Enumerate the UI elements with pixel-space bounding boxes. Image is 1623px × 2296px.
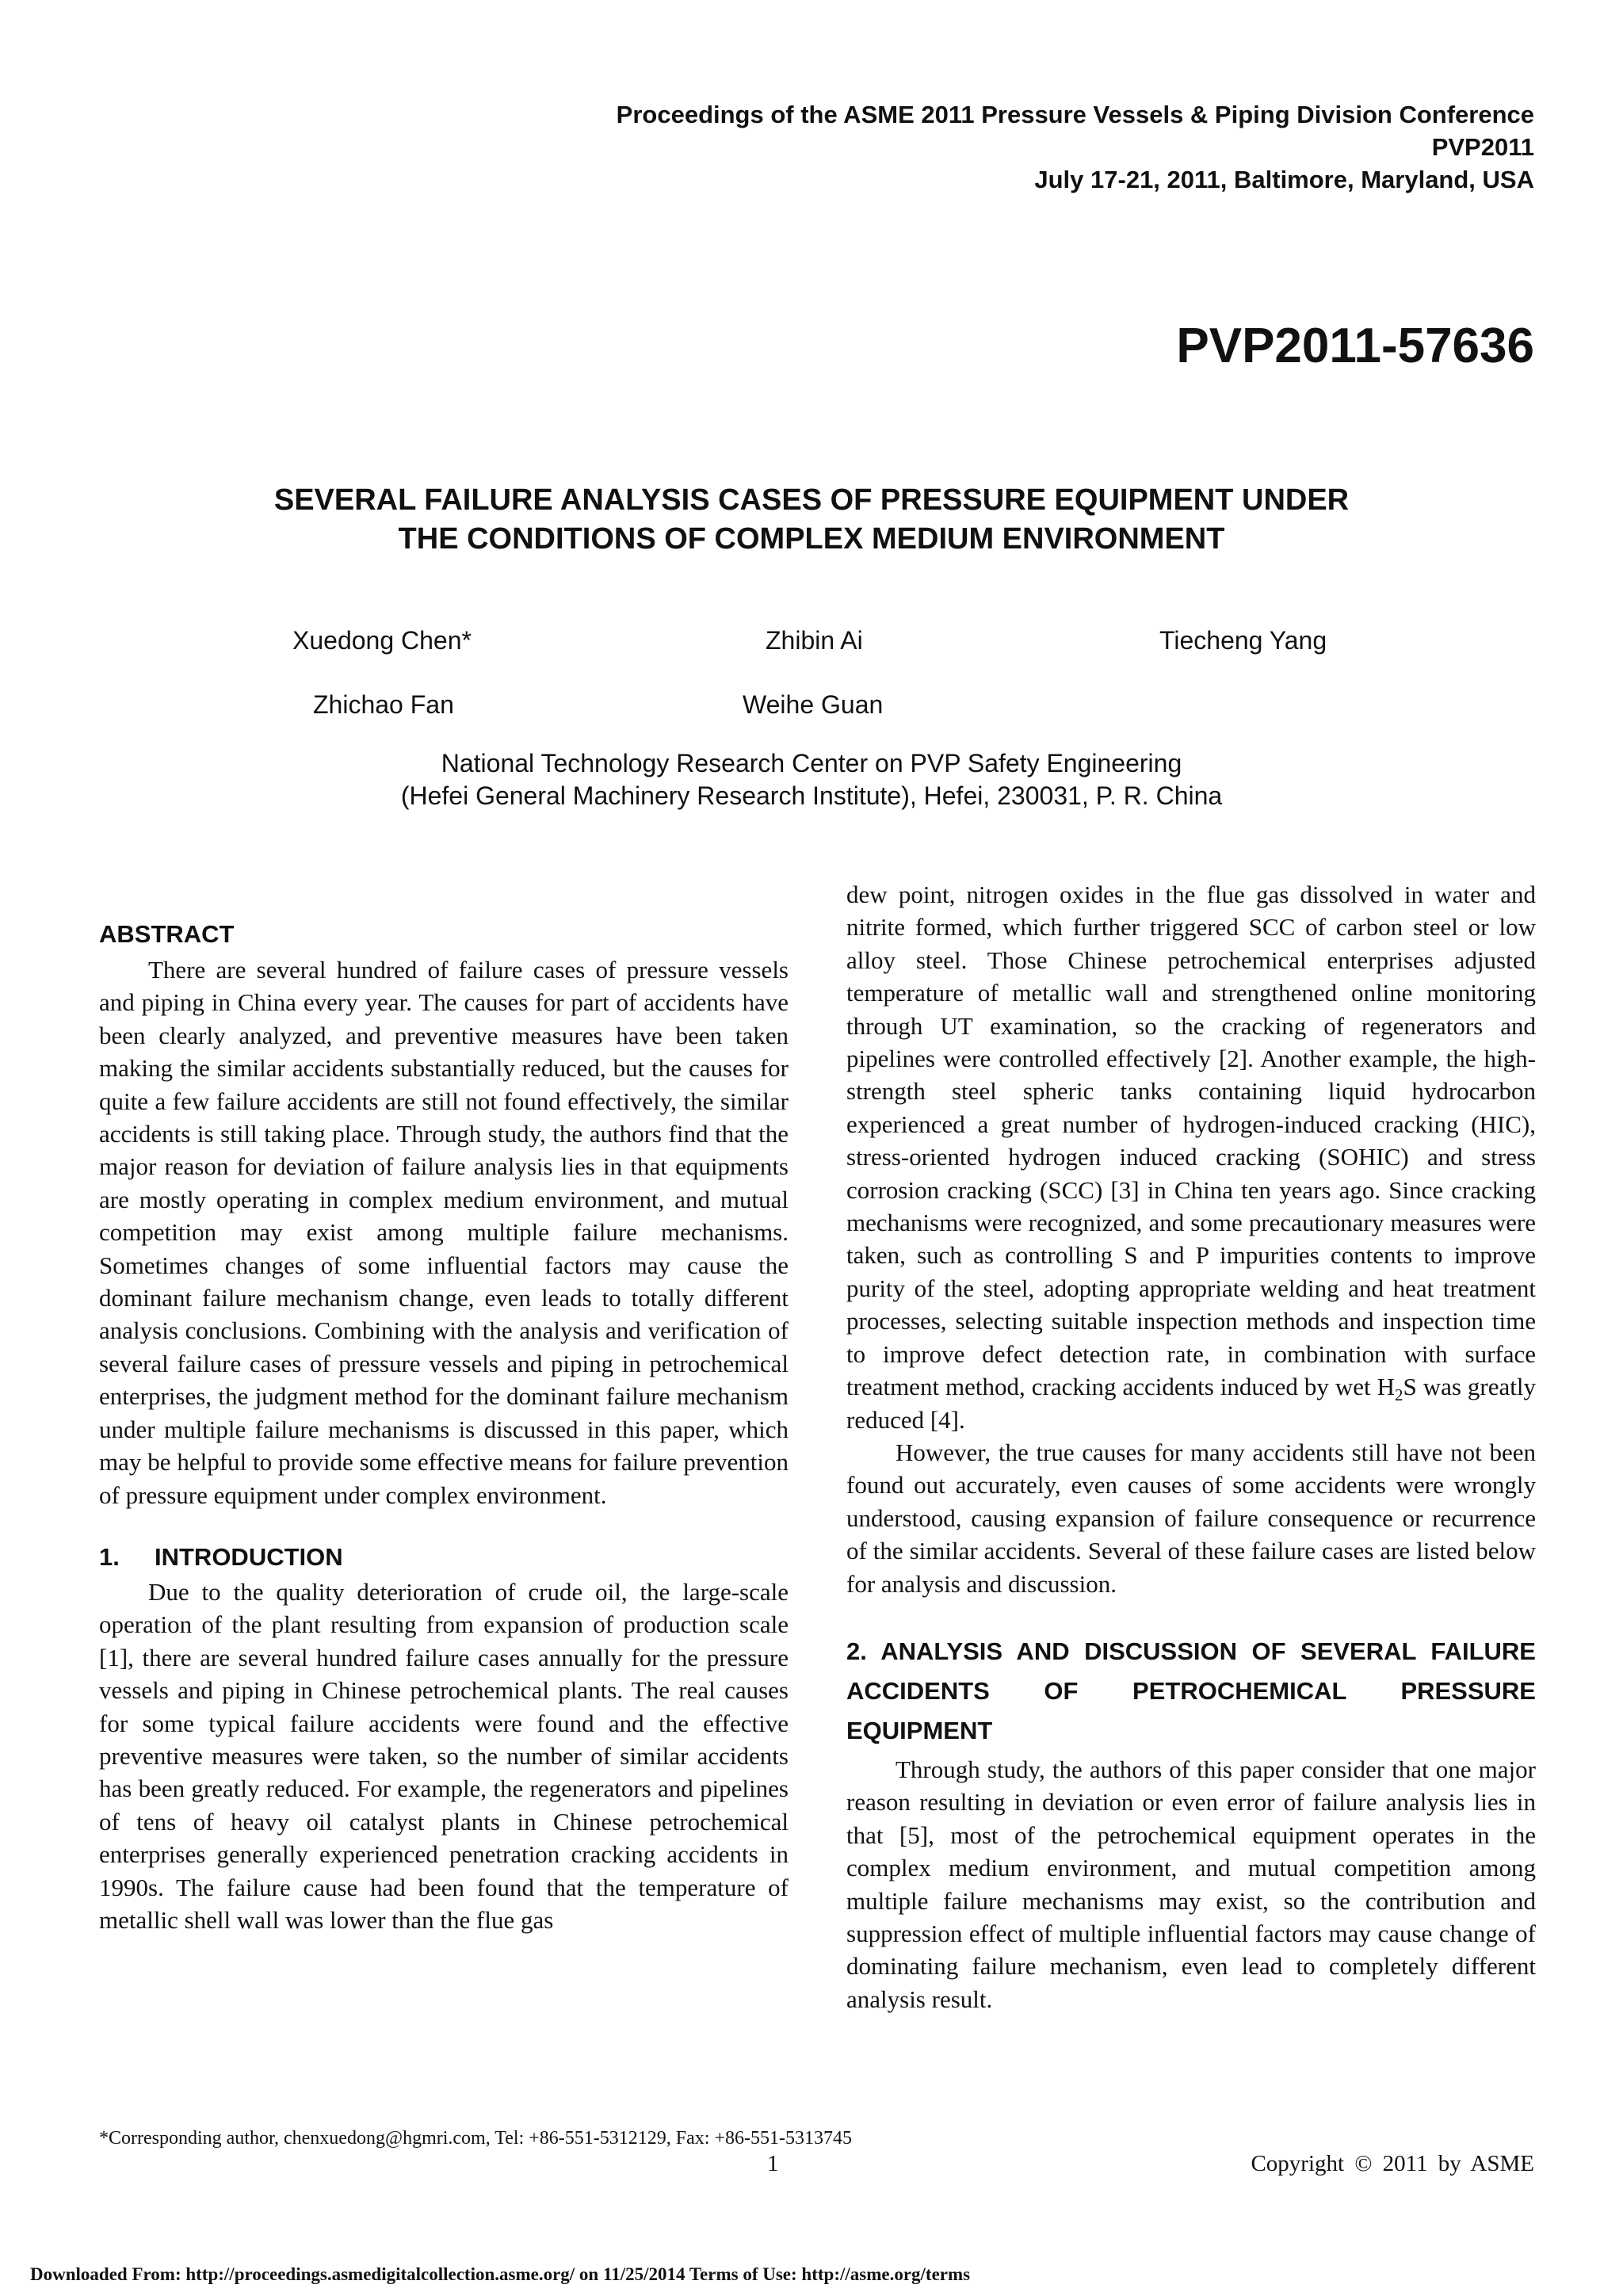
- section-title: INTRODUCTION: [155, 1542, 343, 1571]
- author-name: Zhibin Ai: [766, 626, 863, 655]
- introduction-heading: [99, 1541, 789, 1573]
- right-column: [846, 878, 1536, 2015]
- paragraph-text: S was greatly reduced [4].: [846, 1373, 1536, 1434]
- conference-code: PVP2011: [1431, 133, 1534, 161]
- conference-name: Proceedings of the ASME 2011 Pressure Vessels & Piping Division Conference: [616, 101, 1534, 128]
- paragraph-text: dew point, nitrogen oxides in the flue gas dissolved in water and nitrite formed, which further triggered SCC of carbon steel or low alloy steel. Those Chinese petrochemical enterprises adjusted temperature of metallic wall and strengthened online monitoring through UT examination, so the cracking of regenerators and pipelines were controlled effectively [2]. Another example, the high-strength steel spheric tanks containing liquid hydrocarbon experienced a great number of hydrogen-induced cracking (HIC), stress-oriented hydrogen induced cracking (SOHIC) and stress corrosion cracking (SCC) [3] in China ten years ago. Since cracking mechanisms were recognized, and some precautionary measures were taken, such as controlling S and P impurities contents to improve purity of the steel, adopting appropriate welding and heat treatment processes, selecting suitable inspection methods and inspection time to improve defect detection rate, in combination with surface treatment method, cracking accidents induced by wet H: [846, 881, 1536, 1401]
- title-line-1: SEVERAL FAILURE ANALYSIS CASES OF PRESSURE EQUIPMENT UNDER: [273, 483, 1350, 517]
- author-name: Weihe Guan: [743, 690, 884, 719]
- subscript: 2: [1395, 1385, 1403, 1405]
- affiliation-line-2: (Hefei General Machinery Research Institute), Hefei, 230031, P. R. China: [400, 781, 1223, 810]
- affiliation-line-1: National Technology Research Center on PVP Safety Engineering: [441, 749, 1182, 777]
- affiliation: [0, 747, 1623, 812]
- paper-title: [0, 481, 1623, 559]
- introduction-paragraph-continued: [846, 878, 1536, 1436]
- section-2-heading: 2. ANALYSIS AND DISCUSSION OF SEVERAL FAILURE ACCIDENTS OF PETROCHEMICAL PRESSURE EQUIPMENT: [846, 1637, 1536, 1744]
- conference-date-location: July 17-21, 2011, Baltimore, Maryland, USA: [1034, 166, 1534, 193]
- author-name: Xuedong Chen*: [292, 626, 472, 655]
- introduction-paragraph: However, the true causes for many accidents still have not been found out accurately, even causes of some accidents were wrongly understood, causing expansion of failure consequence or recurrence of the similar accidents. Several of these failure cases are listed below for analysis and discussion.: [846, 1438, 1536, 1598]
- section-number: 1.: [99, 1542, 120, 1571]
- download-notice: Downloaded From: http://proceedings.asmedigitalcollection.asme.org/ on 11/25/2014 Terms of Use: http://asme.org/terms: [30, 2264, 971, 2284]
- title-line-2: THE CONDITIONS OF COMPLEX MEDIUM ENVIRONMENT: [398, 522, 1225, 556]
- abstract-text: There are several hundred of failure cases of pressure vessels and piping in China every year. The causes for part of accidents have been clearly analyzed, and preventive measures have been taken making the similar accidents substantially reduced, but the causes for quite a few failure accidents are still not found effectively, the similar accidents is still taking place. Through study, the authors find that the major reason for deviation of failure analysis lies in that equipments are mostly operating in complex medium environment, and mutual competition may exist among multiple failure mechanisms. Sometimes changes of some influential factors may cause the dominant failure mechanism change, even leads to totally different analysis conclusions. Combining with the analysis and verification of several failure cases of pressure vessels and piping in petrochemical enterprises, the judgment method for the dominant failure mechanism under multiple failure mechanisms is discussed in this paper, which may be helpful to provide some effective means for failure prevention of pressure equipment under complex environment.: [99, 956, 789, 1509]
- author-name: Tiecheng Yang: [1159, 626, 1327, 655]
- abstract-heading: ABSTRACT: [99, 920, 235, 948]
- corresponding-author-footnote: *Corresponding author, chenxuedong@hgmri.com, Tel: +86-551-5312129, Fax: +86-551-5313745: [99, 2128, 852, 2149]
- paper-id: PVP2011-57636: [1176, 319, 1534, 373]
- page-number: 1: [767, 2151, 779, 2176]
- left-column: [99, 919, 789, 1936]
- copyright-notice: Copyright © 2011 by ASME: [1251, 2151, 1534, 2176]
- author-name: Zhichao Fan: [313, 690, 454, 719]
- introduction-paragraph: Due to the quality deterioration of crude oil, the large-scale operation of the plant resulting from expansion of production scale [1], there are several hundred failure cases annually for the pressure vessels and piping in Chinese petrochemical plants. The real causes for some typical failure accidents were found and the effective preventive measures were taken, so the number of similar accidents has been greatly reduced. For example, the regenerators and pipelines of tens of heavy oil catalyst plants in Chinese petrochemical enterprises generally experienced penetration cracking accidents in 1990s. The failure cause had been found that the temperature of metallic shell wall was lower than the flue gas: [99, 1577, 789, 1934]
- conference-header: [617, 98, 1534, 196]
- section-2-paragraph: Through study, the authors of this paper consider that one major reason resulting in deviation or even error of failure analysis lies in that [5], most of the petrochemical equipment operates in the complex medium environment, and mutual competition among multiple failure mechanisms may exist, so the contribution and suppression effect of multiple influential factors may cause change of dominating failure mechanism, even lead to completely different analysis result.: [846, 1755, 1536, 2013]
